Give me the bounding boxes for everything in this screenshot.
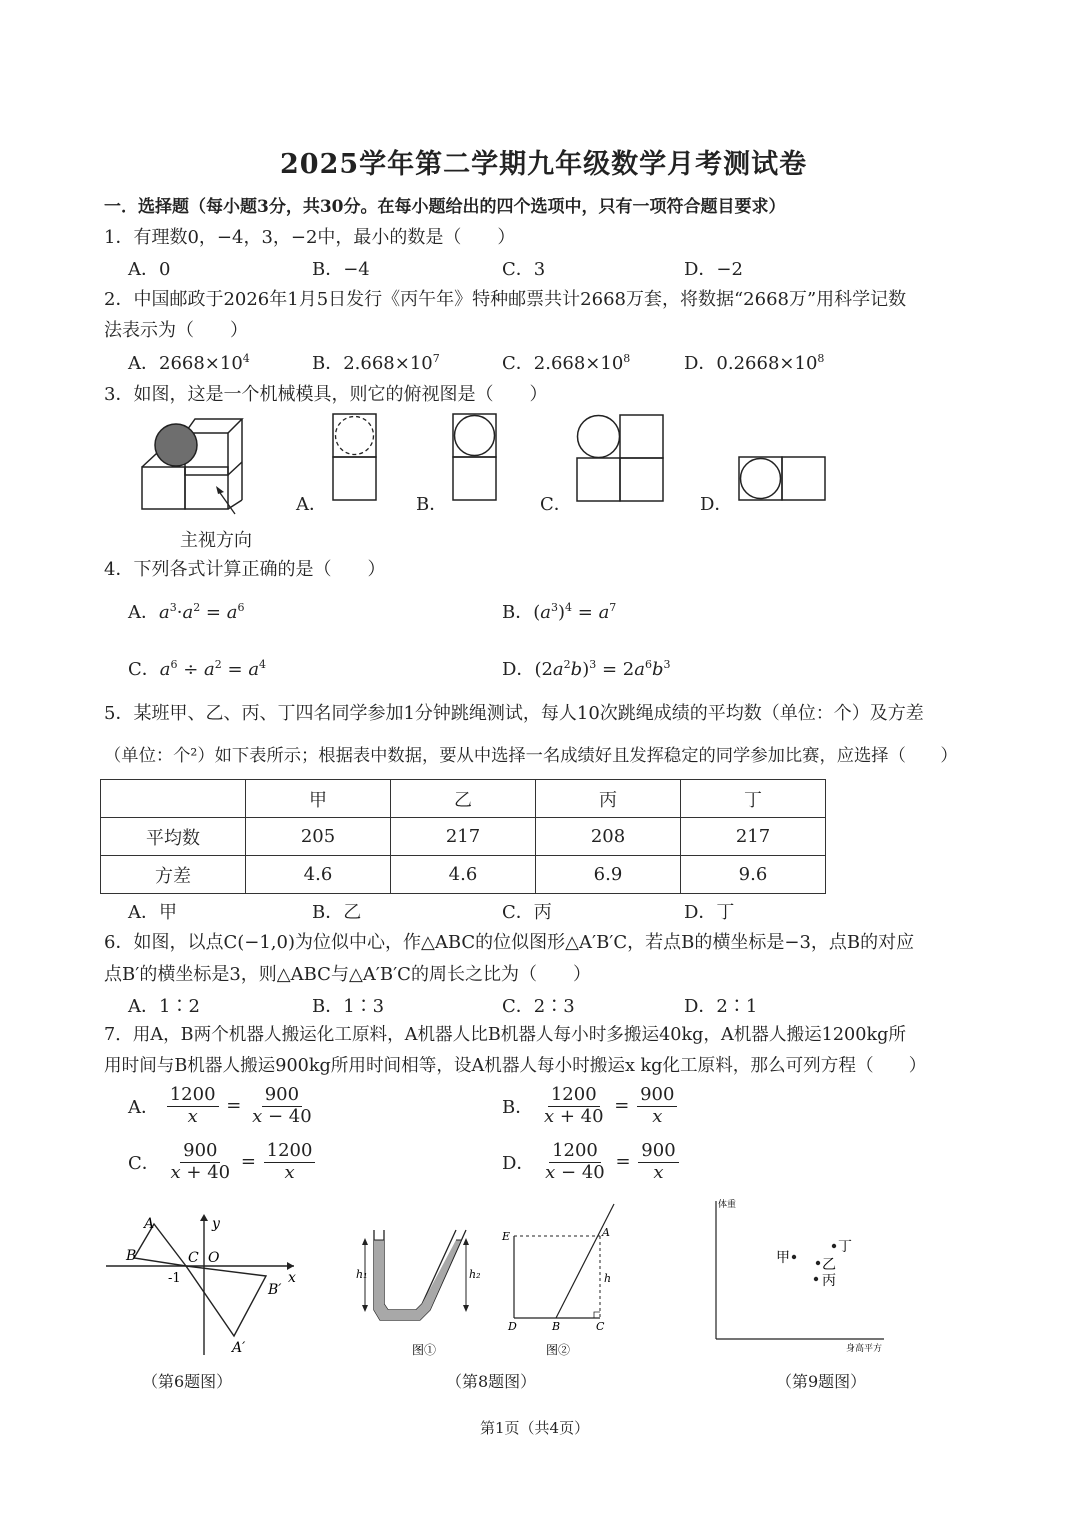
q1-option-a: A．0 xyxy=(128,259,171,280)
q3-stem: 3．如图，这是一个机械模具，则它的俯视图是（ ） xyxy=(104,384,548,405)
table-cell: 丁 xyxy=(681,780,826,818)
svg-text:A: A xyxy=(144,1216,155,1232)
fig9-y-axis-label: 体重 xyxy=(718,1200,737,1210)
q2-option-b: B．$2.668\times 10^7$ xyxy=(312,352,440,374)
fig9-point-label: 丁 xyxy=(838,1239,852,1255)
q3-option-c-label: C． xyxy=(540,494,572,515)
table-row xyxy=(101,856,826,894)
table-cell: 4.6 xyxy=(391,856,536,894)
svg-text:h: h xyxy=(604,1272,612,1285)
q4-stem: 4．下列各式计算正确的是（ ） xyxy=(104,559,386,580)
q4-option-b: B．$(a^3)^4 = a^7$ xyxy=(502,601,617,623)
q9-scatter-figure xyxy=(706,1195,896,1355)
fig9-caption: （第9题图） xyxy=(776,1372,867,1391)
table-cell: 方差 xyxy=(101,856,246,894)
table-cell: 丙 xyxy=(536,780,681,818)
q7-option-c: C． $\frac{900}{x + 40}$ = $\frac{1200}{x}$ xyxy=(128,1141,317,1183)
page-title: 2025学年第二学期九年级数学月考测试卷 xyxy=(280,149,808,180)
table-cell: 208 xyxy=(536,818,681,856)
q5-score-table xyxy=(100,779,826,894)
q2-option-c: C．$2.668\times 10^8$ xyxy=(502,352,631,374)
q8-container-figure xyxy=(356,1200,486,1360)
fig9-point-label: 丙 xyxy=(822,1273,836,1289)
q5-option-c: C．丙 xyxy=(502,902,552,923)
svg-text:h₂: h₂ xyxy=(469,1268,481,1281)
q5-option-a: A．甲 xyxy=(128,902,177,923)
q5-option-d: D．丁 xyxy=(684,902,735,923)
fig6-caption: （第6题图） xyxy=(142,1372,233,1391)
q4-option-a: A．$a^3\cdot a^2 = a^6$ xyxy=(128,601,245,623)
q6-option-a: A．1∶2 xyxy=(128,996,200,1017)
q1-stem: 1．有理数0，−4，3，−2中，最小的数是（ ） xyxy=(104,227,516,248)
q1-option-c: C．3 xyxy=(502,259,546,280)
svg-text:B: B xyxy=(552,1320,561,1333)
q2-option-a: A．$2668\times 10^4$ xyxy=(128,352,250,374)
q3-option-d-figure xyxy=(738,455,828,503)
fig8-sub2-label: 图② xyxy=(546,1343,571,1357)
table-cell: 4.6 xyxy=(246,856,391,894)
fig8-caption: （第8题图） xyxy=(446,1372,537,1391)
q6-stem-line1: 6．如图，以点C(−1,0)为位似中心，作△ABC的位似图形△A′B′C，若点B的横坐标是−3，点B的对应 xyxy=(104,932,915,953)
q6-option-c: C．2∶3 xyxy=(502,996,575,1017)
svg-text:A′: A′ xyxy=(232,1340,246,1356)
svg-text:C: C xyxy=(188,1250,199,1266)
table-cell: 乙 xyxy=(391,780,536,818)
q3-option-b-figure xyxy=(452,412,498,502)
table-row xyxy=(101,818,826,856)
q7-option-d: D． $\frac{1200}{x - 40}$ = $\frac{900}{x}$ xyxy=(502,1141,681,1183)
svg-text:E: E xyxy=(502,1230,511,1243)
table-cell: 6.9 xyxy=(536,856,681,894)
svg-text:B: B xyxy=(126,1248,137,1264)
q1-option-d: D．−2 xyxy=(684,259,743,280)
q7-stem-line2: 用时间与B机器人搬运900kg所用时间相等，设A机器人每小时搬运x kg化工原料，那么可列方程（ ） xyxy=(104,1056,927,1076)
q1-option-b: B．−4 xyxy=(312,259,370,280)
svg-text:A: A xyxy=(602,1226,610,1239)
q3-mold-figure xyxy=(130,410,270,520)
q4-option-c: C．$a^6 \div a^2 = a^4$ xyxy=(128,658,267,680)
section-heading: 一．选择题（每小题3分，共30分。在每小题给出的四个选项中，只有一项符合题目要求） xyxy=(104,197,786,217)
q2-option-d: D．$0.2668\times 10^8$ xyxy=(684,352,825,374)
table-cell: 205 xyxy=(246,818,391,856)
q6-stem-line2: 点B′的横坐标是3，则△ABC与△A′B′C的周长之比为（ ） xyxy=(104,964,591,985)
q5-stem-line1: 5．某班甲、乙、丙、丁四名同学参加1分钟跳绳测试，每人10次跳绳成绩的平均数（单位：个）及方差 xyxy=(104,703,924,724)
q6-similarity-figure xyxy=(104,1210,304,1360)
fig9-point-label: 乙 xyxy=(822,1257,836,1273)
q3-option-c-figure xyxy=(576,413,666,503)
q5-stem-line2: （单位：个²）如下表所示；根据表中数据，要从中选择一名成绩好且发挥稳定的同学参加比赛，应选择（ ） xyxy=(104,746,958,766)
q7-stem-line1: 7．用A，B两个机器人搬运化工原料，A机器人比B机器人每小时多搬运40kg，A机器人搬运1200kg所 xyxy=(104,1025,906,1045)
q3-option-a-figure xyxy=(332,412,378,502)
q7-option-a: A． $\frac{1200}{x}$ = $\frac{900}{x - 40}$ xyxy=(128,1084,312,1127)
svg-text:D: D xyxy=(508,1320,517,1333)
page-number-footer: 第1页（共4页） xyxy=(480,1419,590,1437)
svg-text:y: y xyxy=(212,1216,220,1232)
table-cell: 9.6 xyxy=(681,856,826,894)
table-cell: 甲 xyxy=(246,780,391,818)
q6-option-b: B．1∶3 xyxy=(312,996,385,1017)
q3-option-b-label: B． xyxy=(416,494,448,515)
q2-stem-line2: 法表示为（ ） xyxy=(104,320,248,341)
q3-option-d-label: D． xyxy=(700,494,733,515)
q6-option-d: D．2∶1 xyxy=(684,996,758,1017)
q4-option-d: D．$(2a^2b)^3 = 2a^6b^3$ xyxy=(502,658,671,680)
svg-text:C: C xyxy=(596,1320,605,1333)
q5-option-b: B．乙 xyxy=(312,902,362,923)
table-header-row xyxy=(101,780,826,818)
svg-text:B′: B′ xyxy=(268,1282,282,1298)
q2-stem-line1: 2．中国邮政于2026年1月5日发行《丙午年》特种邮票共计2668万套，将数据“2668万”用科学记数 xyxy=(104,289,907,310)
table-cell xyxy=(101,780,246,818)
table-cell: 217 xyxy=(681,818,826,856)
table-cell: 217 xyxy=(391,818,536,856)
svg-text:h₁: h₁ xyxy=(356,1268,368,1281)
table-cell: 平均数 xyxy=(101,818,246,856)
svg-text:-1: -1 xyxy=(168,1271,181,1286)
fig9-x-axis-label: 身高平方 xyxy=(846,1344,883,1354)
q8-graph-figure xyxy=(500,1200,625,1360)
fig8-sub1-label: 图① xyxy=(412,1343,437,1357)
fig9-point-label: 甲 xyxy=(776,1250,790,1266)
svg-text:O: O xyxy=(208,1250,220,1266)
q7-option-b: B． $\frac{1200}{x + 40}$ = $\frac{900}{x}$ xyxy=(502,1085,679,1127)
svg-text:x: x xyxy=(288,1270,296,1286)
q3-direction-caption: 主视方向 xyxy=(180,530,252,551)
q3-option-a-label: A． xyxy=(296,494,327,515)
